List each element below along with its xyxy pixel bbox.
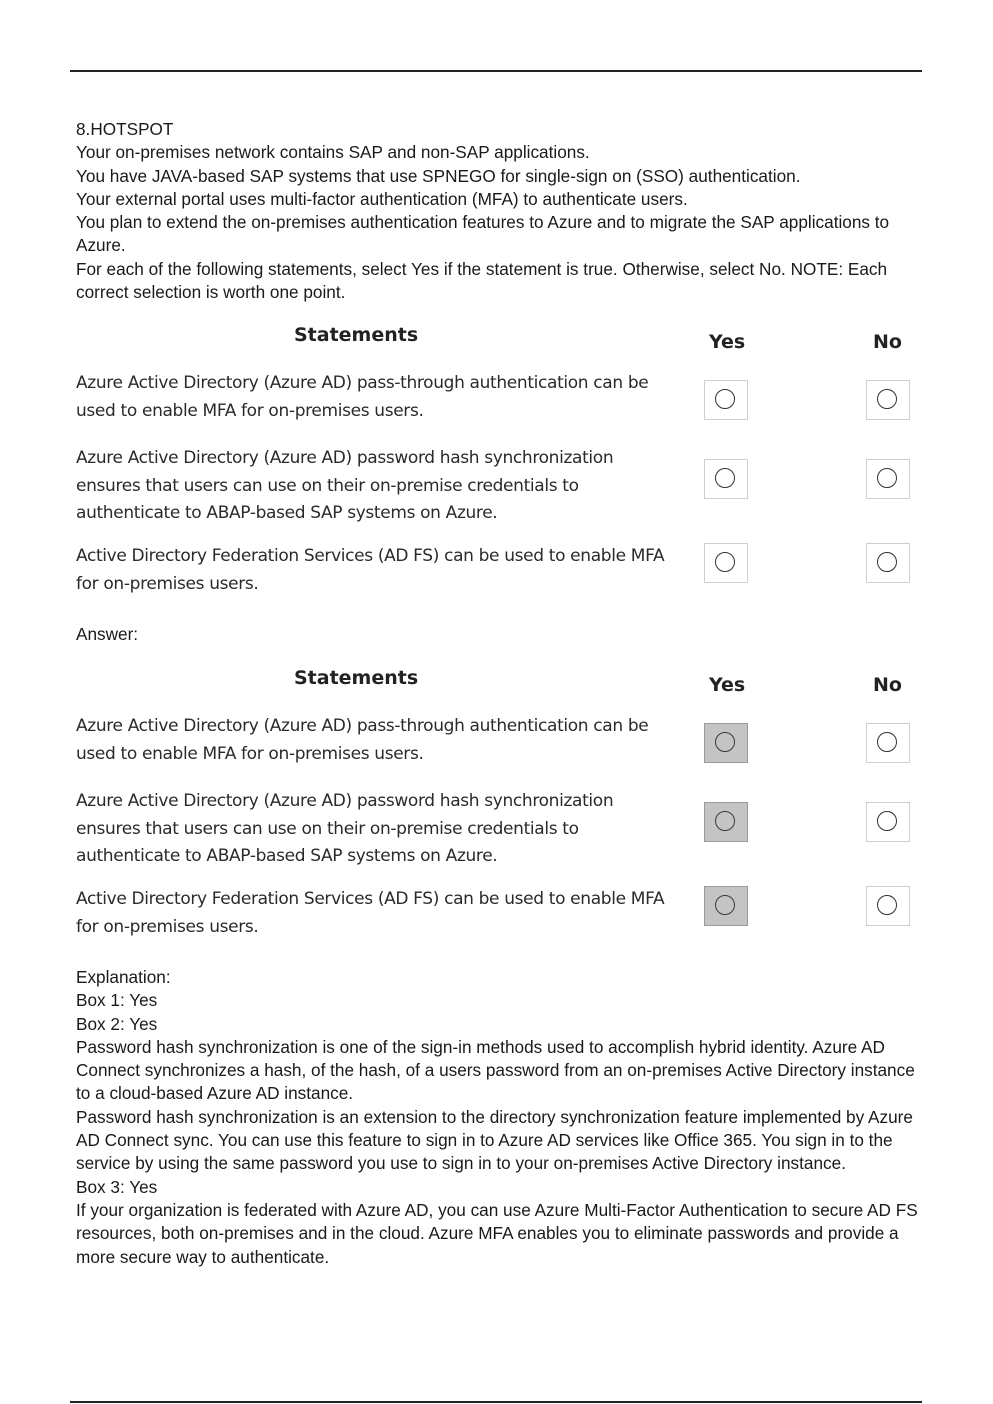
no-header: No (873, 674, 902, 696)
explanation-line: Box 2: Yes (76, 1013, 158, 1034)
answer-3-yes-radio[interactable] (704, 886, 748, 926)
explanation-line: If your organization is federated with Azure AD, you can use Azure Multi-Factor Authentication to secure AD FS resources, both on-premises and in the cloud. Azure MFA enables you to eliminate passwords and provide a more secure way to authenticate. (76, 1199, 918, 1267)
radio-circle-icon (715, 811, 735, 831)
radio-circle-icon (715, 389, 735, 409)
explanation-line: Password hash synchronization is one of the sign-in methods used to accomplish hybrid identity. Azure AD Connect synchronizes a hash, of the hash, of a users password from an on-premises Active Directory instance to a cloud-based Azure AD instance. (76, 1036, 915, 1104)
explanation-line: Box 3: Yes (76, 1176, 158, 1197)
footer-rule (70, 1401, 922, 1403)
yes-header: Yes (709, 331, 746, 353)
radio-circle-icon (715, 732, 735, 752)
header-rule (70, 70, 922, 72)
statements-header: Statements (294, 324, 419, 346)
answer-table (76, 665, 916, 955)
statement-3-yes-radio[interactable] (704, 543, 748, 583)
answer-2-no-radio[interactable] (866, 802, 910, 842)
explanation (76, 966, 926, 1269)
radio-circle-icon (877, 468, 897, 488)
statement-1-yes-radio[interactable] (704, 380, 748, 420)
question-table (76, 322, 916, 612)
answer-2-yes-radio[interactable] (704, 802, 748, 842)
statement-2-no-radio[interactable] (866, 459, 910, 499)
explanation-line: Password hash synchronization is an extension to the directory synchronization feature implemented by Azure AD Connect sync. You can use this feature to sign in to Azure AD services like Office 365. You sign in to the service by using the same password you use to sign in to your on-premises Active Directory instance. (76, 1106, 913, 1174)
statement-3: Active Directory Federation Services (AD FS) can be used to enable MFA for on-premises users. (76, 889, 665, 937)
radio-circle-icon (877, 732, 897, 752)
intro-line: You plan to extend the on-premises authentication features to Azure and to migrate the SAP applications to Azure. (76, 212, 890, 256)
radio-circle-icon (877, 811, 897, 831)
statement-1-no-radio[interactable] (866, 380, 910, 420)
radio-circle-icon (877, 895, 897, 915)
radio-circle-icon (877, 389, 897, 409)
statement-1: Azure Active Directory (Azure AD) pass-through authentication can be used to enable MFA for on-premises users. (76, 373, 649, 421)
statement-2-yes-radio[interactable] (704, 459, 748, 499)
intro-line: Your external portal uses multi-factor authentication (MFA) to authenticate users. (76, 188, 688, 209)
statement-1: Azure Active Directory (Azure AD) pass-through authentication can be used to enable MFA for on-premises users. (76, 716, 649, 764)
radio-circle-icon (715, 895, 735, 915)
explanation-line: Box 1: Yes (76, 990, 158, 1011)
question-number: 8.HOTSPOT (76, 119, 174, 139)
intro-line: You have JAVA-based SAP systems that use SPNEGO for single-sign on (SSO) authentication. (76, 165, 801, 186)
answer-label: Answer: (76, 624, 139, 644)
answer-1-yes-radio[interactable] (704, 723, 748, 763)
statement-3-no-radio[interactable] (866, 543, 910, 583)
statement-2: Azure Active Directory (Azure AD) password hash synchronization ensures that users can use on their on-premise credentials to authenticate to ABAP-based SAP systems on Azure. (76, 791, 614, 866)
statement-3: Active Directory Federation Services (AD FS) can be used to enable MFA for on-premises users. (76, 546, 665, 594)
intro-line: For each of the following statements, select Yes if the statement is true. Otherwise, select No. NOTE: Each correct selection is worth one point. (76, 258, 888, 303)
statements-header: Statements (294, 667, 419, 689)
answer-1-no-radio[interactable] (866, 723, 910, 763)
yes-header: Yes (709, 674, 746, 696)
statement-2: Azure Active Directory (Azure AD) password hash synchronization ensures that users can use on their on-premise credentials to authenticate to ABAP-based SAP systems on Azure. (76, 448, 614, 523)
question-intro (76, 118, 926, 304)
answer-3-no-radio[interactable] (866, 886, 910, 926)
radio-circle-icon (715, 552, 735, 572)
radio-circle-icon (715, 468, 735, 488)
no-header: No (873, 331, 902, 353)
explanation-heading: Explanation: (76, 967, 171, 987)
intro-line: Your on-premises network contains SAP and non-SAP applications. (76, 142, 590, 163)
radio-circle-icon (877, 552, 897, 572)
